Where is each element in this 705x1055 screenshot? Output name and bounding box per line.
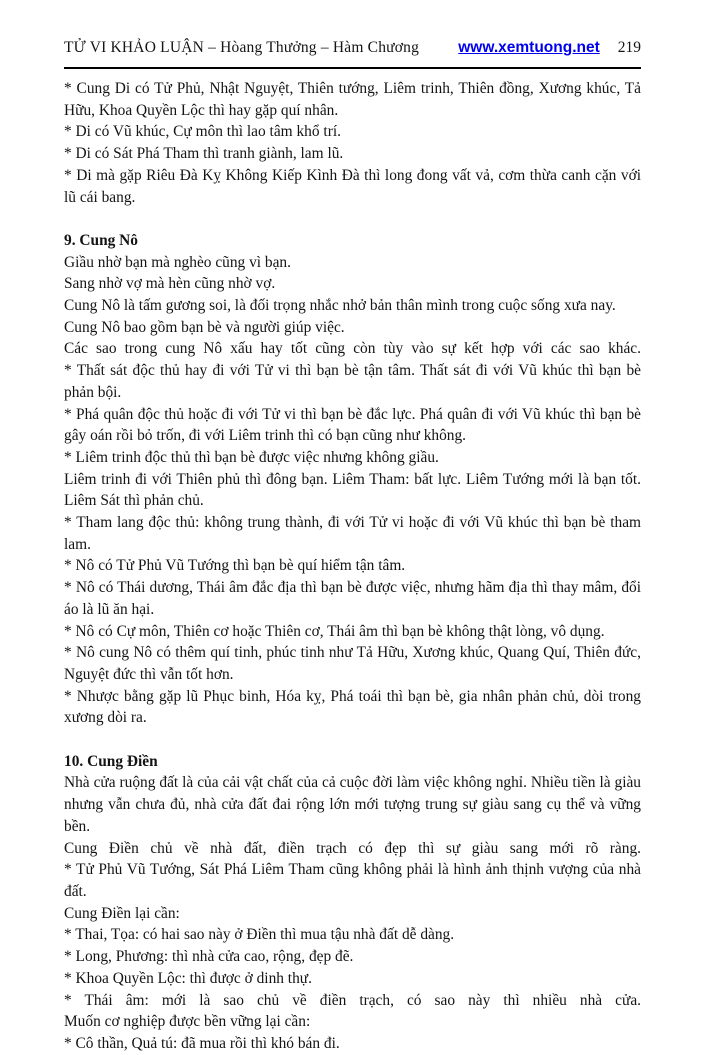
paragraph: Nhà cửa ruộng đất là của cải vật chất của cả cuộc đời làm việc không nghỉ. Nhiều tiền là giàu nhưng vẫn chưa đủ, nhà cửa đất đai rộng lớn mới tượng trung sự giàu sang cụ thể và vững bền. — [64, 774, 641, 835]
paragraph: * Long, Phương: thì nhà cửa cao, rộng, đẹp đẽ. — [64, 948, 354, 966]
paragraph: * Nô cung Nô có thêm quí tinh, phúc tinh như Tả Hữu, Xương khúc, Quang Quí, Thiên đức, Nguyệt đức thì vẫn tốt hơn. — [64, 644, 641, 683]
paragraph: * Cô thần, Quả tú: đã mua rồi thì khó bán đi. — [64, 1034, 340, 1052]
paragraph: * Di có Vũ khúc, Cự môn thì lao tâm khổ trí. — [64, 123, 341, 141]
paragraph: * Thất sát độc thủ hay đi với Tử vi thì bạn bè tận tâm. Thất sát đi với Vũ khúc thì bạn bè phản bội. — [64, 362, 641, 401]
paragraph: * Phá quân độc thủ hoặc đi với Tử vi thì bạn bè đắc lực. Phá quân đi với Vũ khúc thì bạn bè gây oán rồi bỏ trốn, đi với Liêm trinh thì có bạn cũng như không. — [64, 405, 641, 445]
page-content — [64, 78, 641, 1055]
section-cung-di — [64, 78, 641, 208]
paragraph: * Tử Phủ Vũ Tướng, Sát Phá Liêm Tham cũng không phải là hình ảnh thịnh vượng của nhà đất. — [64, 861, 641, 900]
section-10-cung-dien — [64, 751, 641, 1055]
paragraph: * Di mà gặp Riêu Đà Kỵ Không Kiếp Kình Đà thì long đong vất vả, cơm thừa canh cặn với lũ cái bang. — [64, 166, 641, 206]
header-right — [458, 38, 641, 58]
paragraph: * Khoa Quyền Lộc: thì được ở dinh thự. — [64, 969, 312, 987]
paragraph: Sang nhờ vợ mà hèn cũng nhờ vợ. — [64, 275, 276, 293]
paragraph: Các sao trong cung Nô xấu hay tốt cũng còn tùy vào sự kết hợp với các sao khác. — [64, 340, 641, 358]
header-title: TỬ VI KHẢO LUẬN – Hòang Thưởng – Hàm Chương — [64, 39, 420, 56]
paragraph: Cung Điền lại cần: — [64, 904, 180, 922]
paragraph: Giầu nhờ bạn mà nghèo cũng vì bạn. — [64, 253, 291, 271]
section-9-cung-no — [64, 230, 641, 729]
page-number: 219 — [617, 39, 641, 56]
section-heading: 9. Cung Nô — [64, 231, 138, 249]
paragraph: * Thai, Tọa: có hai sao này ở Điền thì mua tậu nhà đất dễ dàng. — [64, 926, 455, 944]
paragraph: * Di có Sát Phá Tham thì tranh giành, lam lũ. — [64, 145, 344, 163]
paragraph: Cung Nô bao gồm bạn bè và người giúp việc. — [64, 318, 345, 336]
paragraph: Cung Nô là tấm gương soi, là đối trọng nhắc nhở bản thân mình trong cuộc sống xưa nay. — [64, 297, 616, 315]
paragraph: Cung Điền chủ về nhà đất, điền trạch có đẹp thì sự giàu sang mới rõ ràng. — [64, 839, 641, 857]
header-divider — [64, 67, 641, 69]
header-website-link[interactable]: www.xemtuong.net — [458, 39, 600, 56]
paragraph: * Cung Di có Tử Phủ, Nhật Nguyệt, Thiên tướng, Liêm trinh, Thiên đồng, Xương khúc, Tả Hữu, Khoa Quyền Lộc thì hay gặp quí nhân. — [64, 80, 641, 119]
page-header — [64, 38, 641, 58]
paragraph: Liêm trinh đi với Thiên phủ thì đông bạn. Liêm Tham: bất lực. Liêm Tướng mới là bạn tốt. Liêm Sát thì phản chủ. — [64, 470, 641, 510]
paragraph: * Nô có Thái dương, Thái âm đắc địa thì bạn bè được việc, nhưng hãm địa thì thay mâm, đổi áo là lũ ăn hại. — [64, 579, 641, 618]
paragraph: * Tham lang độc thủ: không trung thành, đi với Tử vi hoặc đi với Vũ khúc thì bạn bè tham lam. — [64, 514, 641, 553]
paragraph: * Nô có Cự môn, Thiên cơ hoặc Thiên cơ, Thái âm thì bạn bè không thật lòng, vô dụng. — [64, 622, 605, 640]
section-heading: 10. Cung Điền — [64, 752, 158, 770]
paragraph: * Liêm trinh độc thủ thì bạn bè được việc nhưng không giầu. — [64, 448, 439, 466]
paragraph: * Nô có Tử Phủ Vũ Tướng thì bạn bè quí hiểm tận tâm. — [64, 557, 406, 575]
paragraph: Muốn cơ nghiệp được bền vững lại cần: — [64, 1013, 311, 1031]
paragraph: * Nhược bằng gặp lũ Phục binh, Hóa kỵ, Phá toái thì bạn bè, gia nhân phản chủ, dòi trong xương dòi ra. — [64, 687, 641, 727]
paragraph: * Thái âm: mới là sao chủ về điền trạch, có sao này thì nhiều nhà cửa. — [64, 991, 641, 1009]
